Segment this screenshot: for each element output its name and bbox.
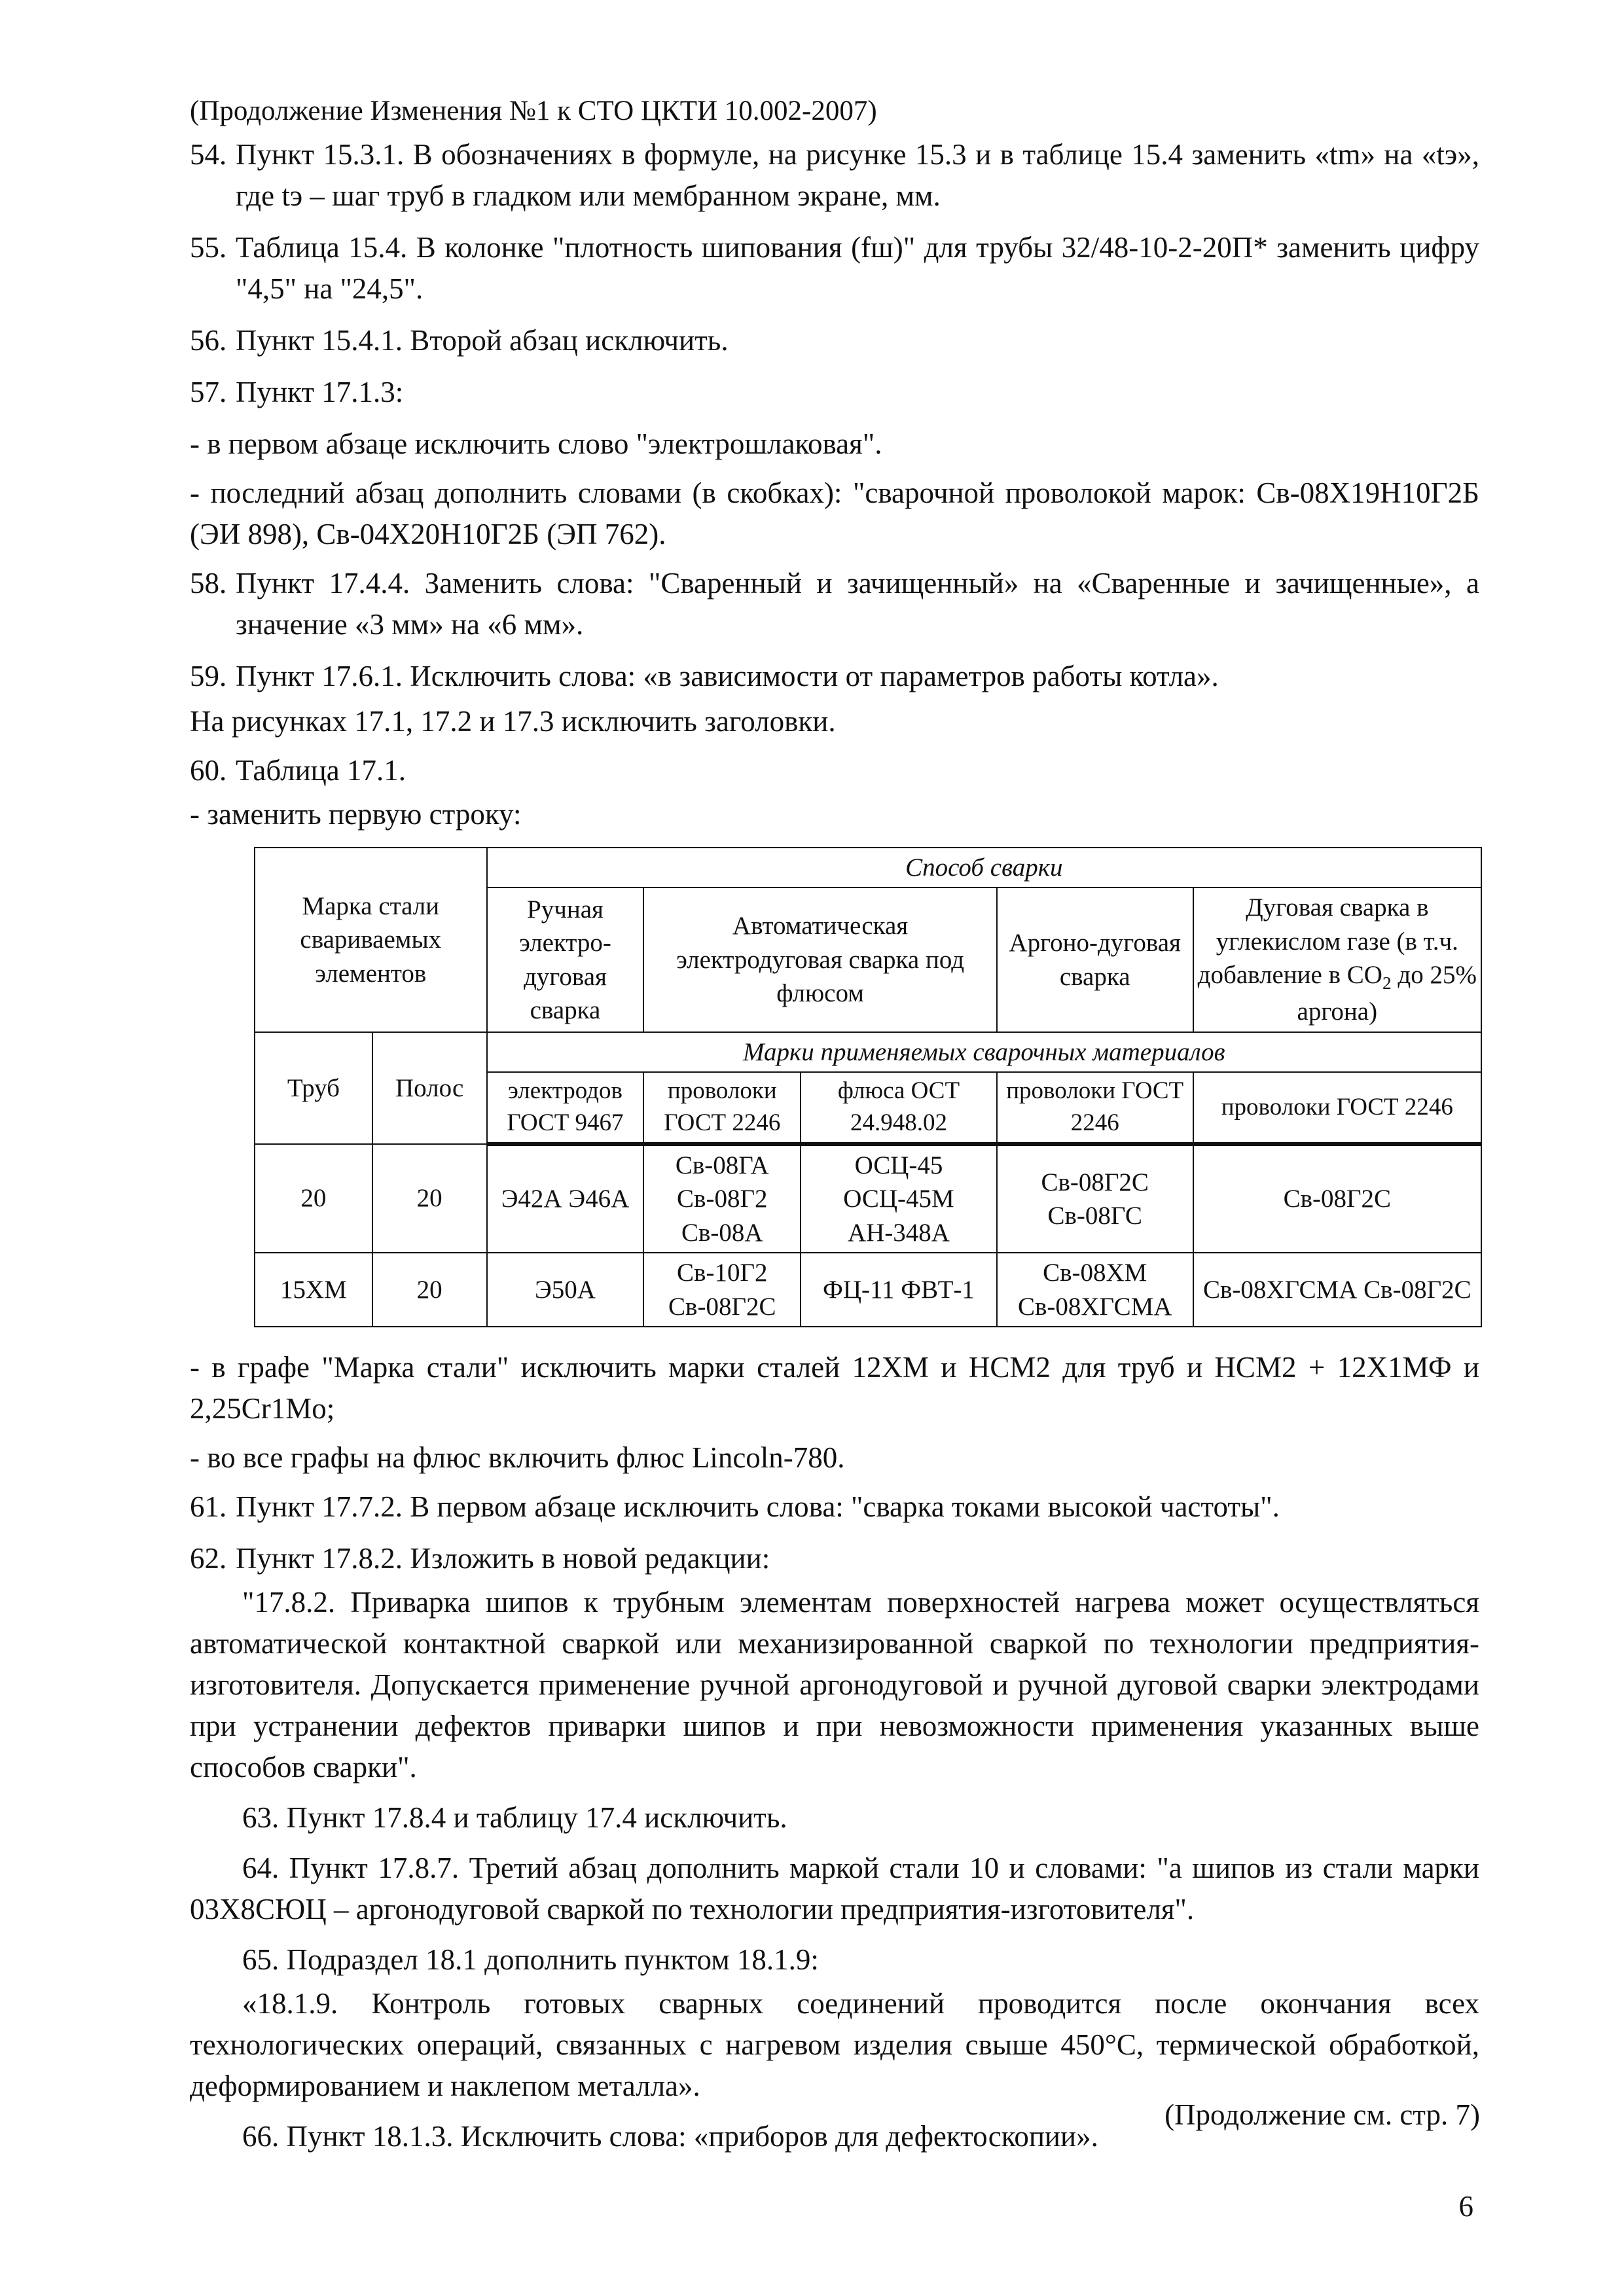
item-text: Пункт 17.1.3: [236,376,404,408]
item-number: 54. [190,138,227,171]
table-header-cell: флюса ОСТ 24.948.02 [801,1072,997,1144]
table-header-cell: Способ сварки [487,848,1481,888]
item-number: 60. [190,754,227,787]
item-number: 59. [190,660,227,692]
paragraph: 65. Подраздел 18.1 дополнить пунктом 18.1.9: [242,1943,819,1977]
table-cell: ОСЦ-45 ОСЦ-45М АН-348А [801,1144,997,1253]
table-row [255,1032,1481,1072]
list-item [190,134,1479,217]
paragraph: 63. Пункт 17.8.4 и таблицу 17.4 исключить. [242,1801,787,1835]
dash-line: - заменить первую строку: [190,798,522,831]
item-number: 57. [190,376,227,408]
quoted-paragraph: «18.1.9. Контроль готовых сварных соединений проводится после окончания всех технологических операций, связанных с нагревом изделия свыше 450°С, термической обработкой, деформированием и наклепом металла». [190,1987,1479,2103]
list-item [190,227,1479,310]
paragraph: 64. Пункт 17.8.7. Третий абзац дополнить маркой стали 10 и словами: "а шипов из стали марки 03Х8СЮЦ – аргонодуговой сваркой по технологии предприятия-изготовителя". [190,1852,1479,1926]
table-header-cell: электродов ГОСТ 9467 [487,1072,644,1144]
table-cell: Св-08Г2С [1193,1144,1481,1253]
dash-line: - во все графы на флюс включить флюс Lincoln-780. [190,1441,845,1475]
item-text: Пункт 17.7.2. В первом абзаце исключить слова: "сварка токами высокой частоты". [236,1490,1280,1524]
table-cell: 20 [372,1253,487,1327]
table-header-cell: проволоки ГОСТ 2246 [997,1072,1193,1144]
table-cell: 20 [255,1144,372,1253]
page-content [190,134,1479,2166]
item-text: Пункт 15.3.1. В обозначениях в формуле, на рисунке 15.3 и в таблице 15.4 заменить «tm» на «tэ», где tэ – шаг труб в гладком или мембранном экране, мм. [236,138,1479,212]
page-header: (Продолжение Изменения №1 к СТО ЦКТИ 10.002-2007) [190,96,877,126]
table-header-cell [1193,888,1481,1031]
table-header-cell: Ручная электро-дуговая сварка [487,888,644,1031]
table-cell: Св-10Г2 Св-08Г2С [643,1253,801,1327]
item-number: 56. [190,324,227,357]
item-text: Пункт 17.6.1. Исключить слова: «в зависимости от параметров работы котла». [236,660,1219,692]
table-cell: 15ХМ [255,1253,372,1327]
list-item [190,320,1479,361]
table-header-cell: Полос [372,1032,487,1144]
table-cell: Св-08ГА Св-08Г2 Св-08А [643,1144,801,1253]
table-cell: Св-08ХГСМА Св-08Г2С [1193,1253,1481,1327]
page-number: 6 [1458,2190,1473,2223]
table-cell: Св-08Г2С Св-08ГС [997,1144,1193,1253]
table-header-cell: Аргоно-дуговая сварка [997,888,1193,1031]
table-header-cell: Марки применяемых сварочных материалов [487,1032,1481,1072]
cell-text: Дуговая сварка в углекислом газе (в т.ч. добавление в СО [1197,893,1458,990]
item-text: Таблица 15.4. В колонке "плотность шипования (fш)" для трубы 32/48-10-2-20П* заменить цифру "4,5" на "24,5". [236,231,1479,305]
subscript: 2 [1382,973,1392,994]
table-cell: ФЦ-11 ФВТ-1 [801,1253,997,1327]
table-header-cell: проволоки ГОСТ 2246 [1193,1072,1481,1144]
list-item [190,563,1479,645]
cell-text: до 25% аргона) [1297,961,1477,1026]
table-wrapper [254,847,1479,1327]
dash-line: - в первом абзаце исключить слово "электрошлаковая". [190,427,882,460]
table-header-cell: Марка стали свариваемых элементов [255,848,487,1032]
table-cell: Э50А [487,1253,644,1327]
dash-line: - последний абзац дополнить словами (в скобках): "сварочной проволокой марок: Св-08Х19Н10Г2Б (ЭИ 898), Св-04Х20Н10Г2Б (ЭП 762). [190,476,1479,550]
paragraph: На рисунках 17.1, 17.2 и 17.3 исключить заголовки. [190,705,836,738]
table-cell: Э42А Э46А [487,1144,644,1253]
item-number: 61. [190,1490,227,1524]
table-cell: 20 [372,1144,487,1253]
list-item [190,1486,1479,1528]
dash-line: - в графе "Марка стали" исключить марки сталей 12ХМ и НСМ2 для труб и НСМ2 + 12Х1МФ и 2,25Cr1Mo; [190,1351,1479,1426]
list-item [190,656,1479,697]
list-item [190,750,1479,791]
welding-table [254,847,1482,1327]
table-header-cell: Автоматическая электродуговая сварка под флюсом [643,888,996,1031]
table-header-cell: Труб [255,1032,372,1144]
item-text: Пункт 17.4.4. Заменить слова: "Сваренный и зачищенный» на «Сваренные и зачищенные», а значение «3 мм» на «6 мм». [236,567,1479,641]
item-number: 62. [190,1542,227,1575]
table-header-cell: проволоки ГОСТ 2246 [643,1072,801,1144]
list-item [190,1538,1479,1579]
continuation-note: (Продолжение см. стр. 7) [1164,2098,1480,2131]
quoted-paragraph: "17.8.2. Приварка шипов к трубным элементам поверхностей нагрева может осуществляться автоматической контактной сваркой или механизированной сваркой по технологии предприятия-изготовителя. Допускается применение ручной аргонодуговой и ручной дуговой сварки электродами при устранении дефектов приварки шипов и при невозможности применения указанных выше способов сварки". [190,1586,1479,1784]
item-number: 58. [190,567,227,600]
table-row [255,1144,1481,1253]
table-cell: Св-08ХМ Св-08ХГСМА [997,1253,1193,1327]
item-text: Таблица 17.1. [236,754,406,787]
item-text: Пункт 17.8.2. Изложить в новой редакции: [236,1542,770,1575]
item-number: 55. [190,231,227,264]
paragraph: 66. Пункт 18.1.3. Исключить слова: «приборов для дефектоскопии». [242,2120,1098,2153]
list-item [190,372,1479,413]
item-text: Пункт 15.4.1. Второй абзац исключить. [236,324,729,357]
table-row [255,848,1481,888]
